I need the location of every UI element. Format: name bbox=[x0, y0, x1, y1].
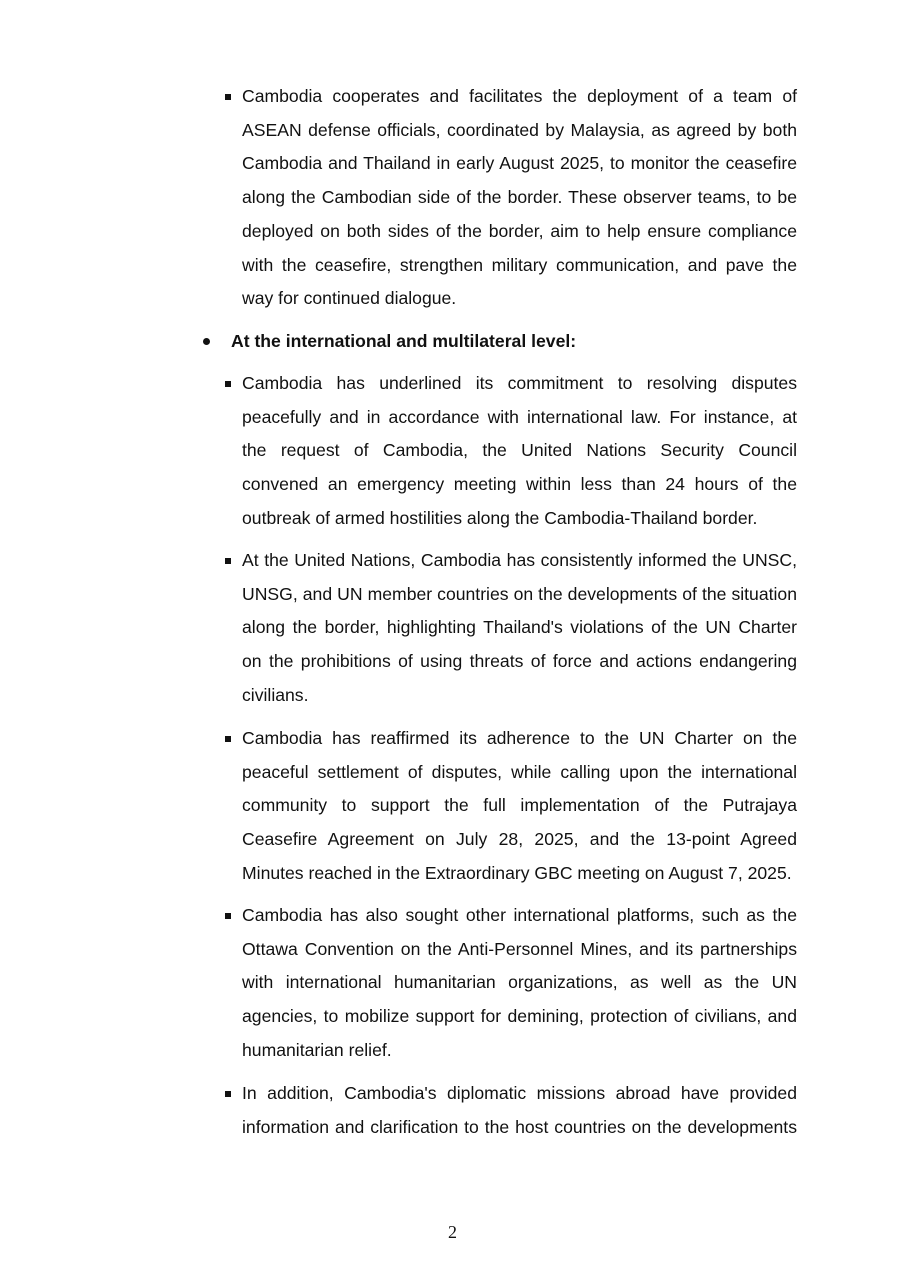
list-item-international-platforms bbox=[222, 899, 797, 1068]
square-bullet-icon bbox=[225, 558, 231, 564]
list-item-text: In addition, Cambodia's diplomatic missions abroad have provided information and clarification to the host countries on the developments bbox=[242, 1083, 797, 1137]
round-bullet-icon bbox=[203, 338, 210, 345]
square-bullet-icon bbox=[225, 1091, 231, 1097]
list-item-diplomatic-missions bbox=[222, 1077, 797, 1144]
list-item-text: Cambodia cooperates and facilitates the deployment of a team of ASEAN defense officials, coordinated by Malaysia, as agreed by both Cambodia and Thailand in early August 2025, to monitor the ceasefire along the Cambodian side of the border. These observer teams, to be deployed on both sides of the border, aim to help ensure compliance with the ceasefire, strengthen military communication, and pave the way for continued dialogue. bbox=[242, 86, 797, 309]
list-item-un-charter bbox=[222, 722, 797, 891]
square-bullet-icon bbox=[225, 94, 231, 100]
list-item-asean-observers bbox=[222, 80, 797, 316]
section-heading-international bbox=[203, 326, 576, 356]
square-bullet-icon bbox=[225, 736, 231, 742]
square-bullet-icon bbox=[225, 913, 231, 919]
square-bullet-icon bbox=[225, 381, 231, 387]
list-item-text: Cambodia has reaffirmed its adherence to the UN Charter on the peaceful settlement of disputes, while calling upon the international community to support the full implementation of the Putrajaya Ceasefire Agreement on July 28, 2025, and the 13-point Agreed Minutes reached in the Extraordinary GBC meeting on August 7, 2025. bbox=[242, 728, 797, 883]
list-item-international-law bbox=[222, 367, 797, 536]
list-item-text: At the United Nations, Cambodia has consistently informed the UNSC, UNSG, and UN member countries on the developments of the situation along the border, highlighting Thailand's violations of the UN Charter on the prohibitions of using threats of force and actions endangering civilians. bbox=[242, 550, 797, 705]
list-item-text: Cambodia has also sought other international platforms, such as the Ottawa Convention on the Anti-Personnel Mines, and its partnerships with international humanitarian organizations, as well as the UN agencies, to mobilize support for demining, protection of civilians, and humanitarian relief. bbox=[242, 905, 797, 1060]
page-number: 2 bbox=[448, 1222, 457, 1242]
list-item-united-nations bbox=[222, 544, 797, 713]
section-heading-text: At the international and multilateral level: bbox=[231, 331, 577, 351]
list-item-text: Cambodia has underlined its commitment to resolving disputes peacefully and in accordance with international law. For instance, at the request of Cambodia, the United Nations Security Council convened an emergency meeting within less than 24 hours of the outbreak of armed hostilities along the Cambodia-Thailand border. bbox=[242, 373, 797, 528]
